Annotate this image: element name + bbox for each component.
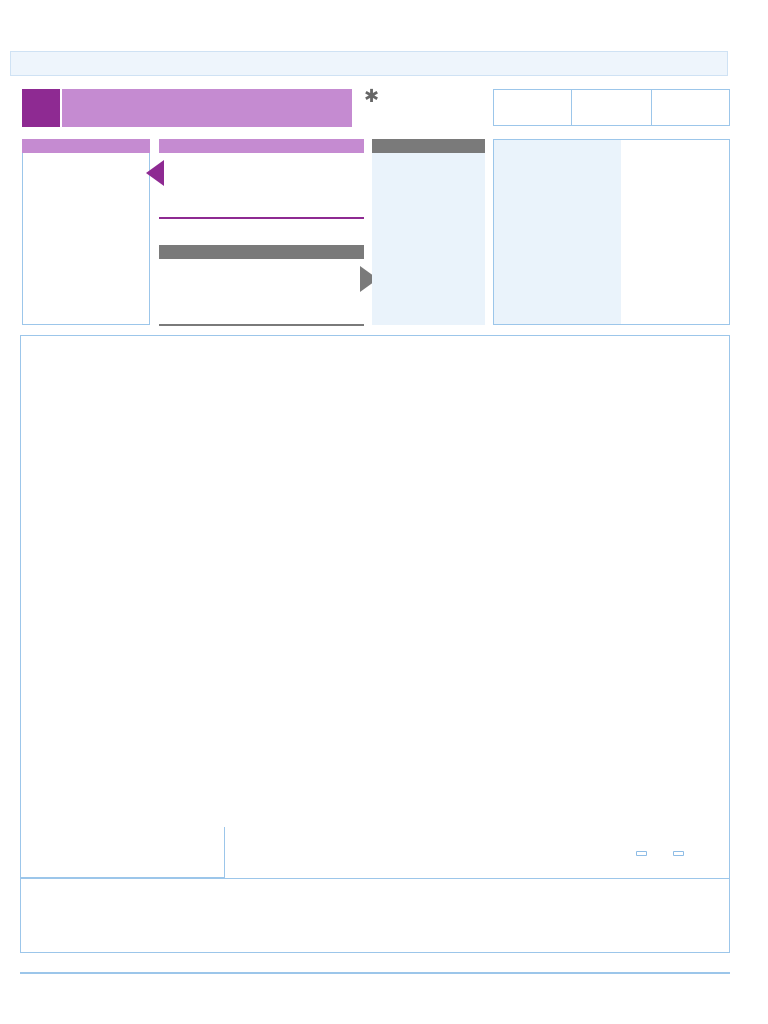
candidate-number-grid bbox=[22, 153, 150, 325]
details-field[interactable] bbox=[21, 896, 729, 952]
logo-star-icon: ✱ bbox=[364, 86, 380, 106]
footer-line bbox=[20, 972, 730, 974]
candidate-number-label bbox=[22, 139, 150, 153]
candidate-name-field[interactable] bbox=[159, 217, 364, 219]
conduct-row-divider bbox=[21, 878, 729, 879]
exam-title-bar bbox=[62, 89, 352, 127]
arrow-left-icon bbox=[146, 160, 164, 186]
divider bbox=[571, 89, 572, 126]
conduct-domain-cell bbox=[21, 827, 225, 878]
barcode-strip bbox=[10, 51, 728, 76]
date-time-age-box bbox=[493, 89, 730, 126]
no-bubble[interactable] bbox=[673, 851, 684, 856]
examiner-name-label bbox=[159, 245, 364, 259]
yes-bubble[interactable] bbox=[636, 851, 647, 856]
candidate-name-label bbox=[159, 139, 364, 153]
case-list-bg bbox=[494, 140, 621, 324]
divider bbox=[651, 89, 652, 126]
examiner-number-label bbox=[372, 139, 485, 153]
examiner-number-grid bbox=[372, 153, 485, 325]
station-badge bbox=[22, 89, 60, 127]
examiner-name-field[interactable] bbox=[159, 324, 364, 326]
